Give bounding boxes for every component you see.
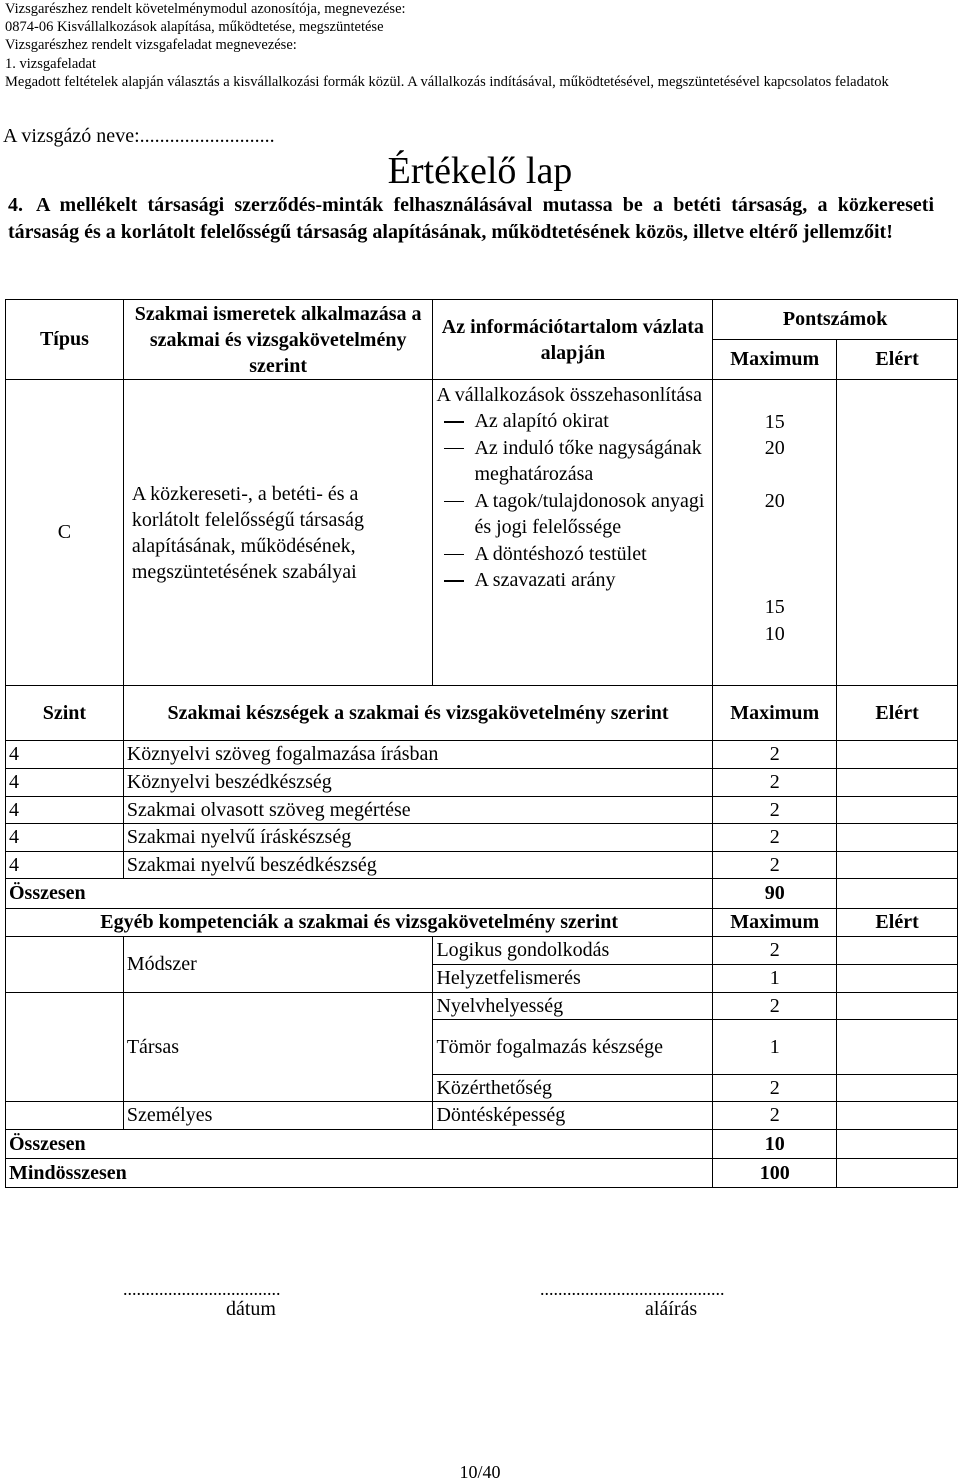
- subtotal-got: [837, 879, 958, 909]
- col-info-header: Az információtartalom vázlata alapján: [433, 300, 713, 380]
- other-max-header: Maximum: [713, 909, 837, 937]
- grand-total-label: Mindösszesen: [6, 1159, 713, 1188]
- skill-got: [837, 741, 958, 769]
- col-type-header: Típus: [6, 300, 124, 380]
- skill-max: 2: [713, 769, 837, 797]
- skill-level: 4: [6, 852, 124, 879]
- skill-level: 4: [6, 797, 124, 824]
- subtotal-value: 90: [713, 879, 837, 909]
- header-line-4: 1. vizsgafeladat: [5, 55, 96, 72]
- info-got-cell: [837, 380, 958, 686]
- info-item: A szavazati arány: [444, 567, 709, 594]
- skill-got: [837, 824, 958, 852]
- group-label: Társas: [123, 993, 433, 1102]
- skill-max: 2: [713, 741, 837, 769]
- skill-level: 4: [6, 741, 124, 769]
- page-title: Értékelő lap: [387, 150, 573, 192]
- subtotal-label: Összesen: [6, 879, 713, 909]
- knowledge-text: A közkereseti-, a betéti- és a korlátolt felelősségű társaság alapításának, működésének, megszüntetésének szabályai: [123, 380, 433, 686]
- info-item: A tagok/tulajdonosok anyagi és jogi felelőssége: [444, 488, 709, 541]
- skill-level: 4: [6, 824, 124, 852]
- date-line: ...................................: [123, 1279, 281, 1299]
- signature-line: .........................................: [540, 1279, 725, 1299]
- group-label: Személyes: [123, 1102, 433, 1130]
- header-line-2: 0874-06 Kisvállalkozások alapítása, működtetése, megszüntetése: [5, 19, 384, 36]
- page-number: 10/40: [459, 1462, 501, 1482]
- skill-name: Szakmai olvasott szöveg megértése: [123, 797, 712, 824]
- task-text: A mellékelt társasági szerződés-minták felhasználásával mutassa be a betéti társaság, a közkereseti társaság és a korlátolt felelősségű társaság alapításának, működtetésének közös, illetve eltérő jellemzőit!: [8, 194, 934, 243]
- skill-name: Szakmai nyelvű íráskészség: [123, 824, 712, 852]
- info-item: Az induló tőke nagyságának meghatározása: [444, 435, 709, 488]
- competency-max: 2: [713, 993, 837, 1020]
- info-item: A döntéshozó testület: [444, 541, 709, 568]
- other-header: Egyéb kompetenciák a szakmai és vizsgakövetelmény szerint: [6, 909, 713, 937]
- skill-level: 4: [6, 769, 124, 797]
- task-description: [8, 192, 934, 246]
- info-point: 15: [764, 596, 785, 618]
- subtotal-label: Összesen: [6, 1130, 713, 1159]
- skill-name: Köznyelvi szöveg fogalmazása írásban: [123, 741, 712, 769]
- subtotal-value: 10: [713, 1130, 837, 1159]
- competency-name: Nyelvhelyesség: [433, 993, 713, 1020]
- competency-name: Döntésképesség: [433, 1102, 713, 1130]
- group-label: Módszer: [123, 937, 433, 993]
- header-line-5: Megadott feltételek alapján választás a kisvállalkozási formák közül. A vállalkozás indításával, működtetésével, megszüntetésével kapcsolatos feladatok: [5, 73, 889, 90]
- competency-max: 2: [713, 937, 837, 965]
- grand-total-value: 100: [713, 1159, 837, 1188]
- info-item: Az alapító okirat: [444, 408, 709, 435]
- info-cell: [433, 380, 713, 686]
- info-points-cell: [713, 380, 837, 686]
- skill-got: [837, 797, 958, 824]
- header-line-3: Vizsgarészhez rendelt vizsgafeladat megnevezése:: [5, 37, 297, 54]
- type-value: C: [6, 380, 124, 686]
- competency-max: 1: [713, 965, 837, 993]
- competency-name: Helyzetfelismerés: [433, 965, 713, 993]
- col-got-header: Elért: [837, 340, 958, 380]
- skills-max-header: Maximum: [713, 686, 837, 741]
- competency-name: Logikus gondolkodás: [433, 937, 713, 965]
- col-points-header: Pontszámok: [713, 300, 958, 340]
- competency-max: 1: [713, 1020, 837, 1075]
- skill-name: Szakmai nyelvű beszédkészség: [123, 852, 712, 879]
- info-intro: A vállalkozások összehasonlítása: [436, 384, 702, 406]
- skill-max: 2: [713, 824, 837, 852]
- skills-level-header: Szint: [6, 686, 124, 741]
- evaluation-table: [5, 299, 958, 1188]
- competency-max: 2: [713, 1075, 837, 1102]
- header-line-1: Vizsgarészhez rendelt követelménymodul azonosítója, megnevezése:: [5, 1, 406, 17]
- skills-header: Szakmai készségek a szakmai és vizsgakövetelmény szerint: [123, 686, 712, 741]
- other-got-header: Elért: [837, 909, 958, 937]
- info-point: 20: [764, 437, 785, 459]
- info-point: 15: [764, 410, 785, 433]
- candidate-name-line: A vizsgázó neve:...........................: [3, 125, 275, 147]
- skills-got-header: Elért: [837, 686, 958, 741]
- task-number: 4.: [8, 194, 23, 216]
- skill-got: [837, 852, 958, 879]
- col-max-header: Maximum: [713, 340, 837, 380]
- date-label: dátum: [226, 1298, 276, 1320]
- competency-name: Közérthetőség: [433, 1075, 713, 1102]
- info-point: 20: [764, 490, 785, 512]
- info-point: 10: [764, 622, 785, 645]
- skill-name: Köznyelvi beszédkészség: [123, 769, 712, 797]
- skill-max: 2: [713, 852, 837, 879]
- document-header: [5, 0, 955, 91]
- col-knowledge-header: Szakmai ismeretek alkalmazása a szakmai és vizsgakövetelmény szerint: [123, 300, 433, 380]
- competency-max: 2: [713, 1102, 837, 1130]
- competency-name: Tömör fogalmazás készsége: [433, 1020, 713, 1075]
- skill-max: 2: [713, 797, 837, 824]
- skill-got: [837, 769, 958, 797]
- signature-label: aláírás: [645, 1298, 698, 1320]
